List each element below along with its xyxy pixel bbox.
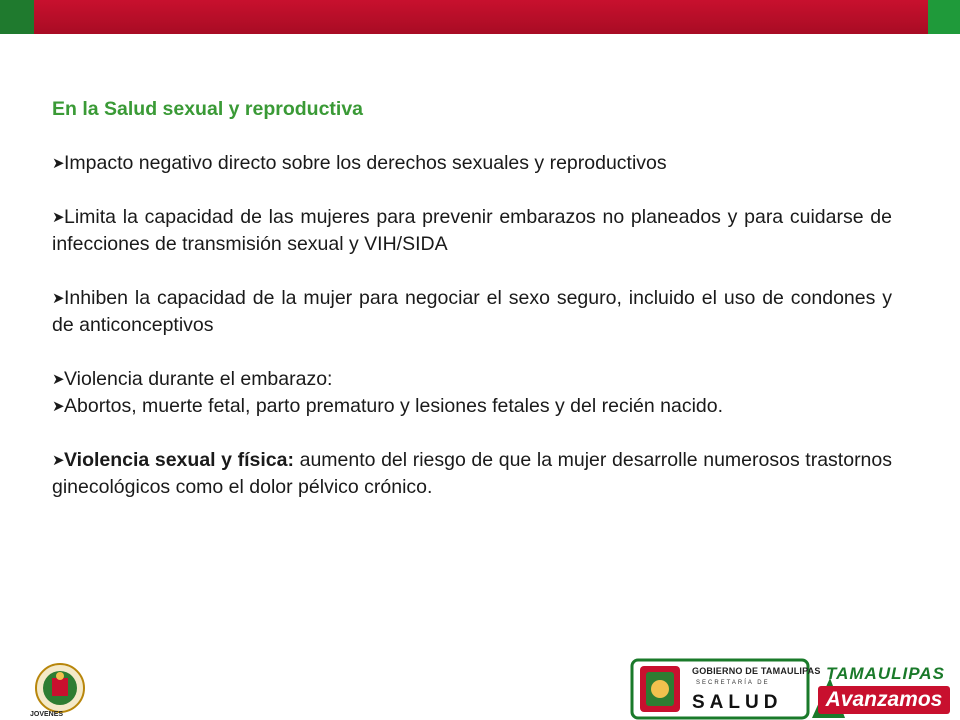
bullet-item — [52, 393, 892, 420]
top-color-bar — [0, 0, 960, 34]
bullet-text: aumento del riesgo de que la mujer desarrolle numerosos trastornos ginecológicos como el dolor pélvico crónico. — [52, 449, 893, 498]
avanzamos-label: Avanzamos — [818, 686, 950, 714]
salud-label: SALUD — [692, 692, 783, 713]
top-bar-green-left — [0, 0, 34, 34]
bullet-item — [52, 285, 892, 339]
arrow-bullet-icon: ➤ — [52, 209, 65, 226]
tamaulipas-label: TAMAULIPAS — [826, 664, 945, 683]
bullet-text: Abortos, muerte fetal, parto prematuro y lesiones fetales y del recién nacido. — [64, 395, 724, 417]
gov-tamaulipas-label: GOBIERNO DE TAMAULIPAS — [692, 666, 821, 676]
top-bar-green-right — [928, 0, 960, 34]
top-bar-red — [34, 0, 928, 34]
bullet-text: Violencia durante el embarazo: — [64, 368, 333, 390]
bullet-text: Impacto negativo directo sobre los derechos sexuales y reproductivos — [64, 152, 667, 174]
jovenes-label: JOVENES — [30, 711, 64, 718]
bullet-text: Inhiben la capacidad de la mujer para negociar el sexo seguro, incluido el uso de condones y de anticonceptivos — [52, 287, 892, 336]
arrow-bullet-icon: ➤ — [52, 398, 65, 415]
slide-content — [52, 96, 892, 501]
bullet-item — [52, 366, 892, 393]
secretaria-label: SECRETARÍA DE — [696, 680, 770, 686]
arrow-bullet-icon: ➤ — [52, 371, 65, 388]
arrow-bullet-icon: ➤ — [52, 155, 65, 172]
bullet-item — [52, 150, 892, 177]
footer-logos — [0, 650, 960, 720]
bullet-text: Limita la capacidad de las mujeres para prevenir embarazos no planeados y para cuidarse de infecciones de transmisión sexual y VIH/SIDA — [52, 206, 892, 255]
bullet-item — [52, 204, 892, 258]
arrow-bullet-icon: ➤ — [52, 452, 65, 469]
bullet-bold-text: Violencia sexual y física: — [64, 449, 294, 471]
slide-heading: En la Salud sexual y reproductiva — [52, 98, 364, 120]
arrow-bullet-icon: ➤ — [52, 290, 65, 307]
government-logos — [630, 658, 960, 720]
bullet-item — [52, 447, 892, 501]
